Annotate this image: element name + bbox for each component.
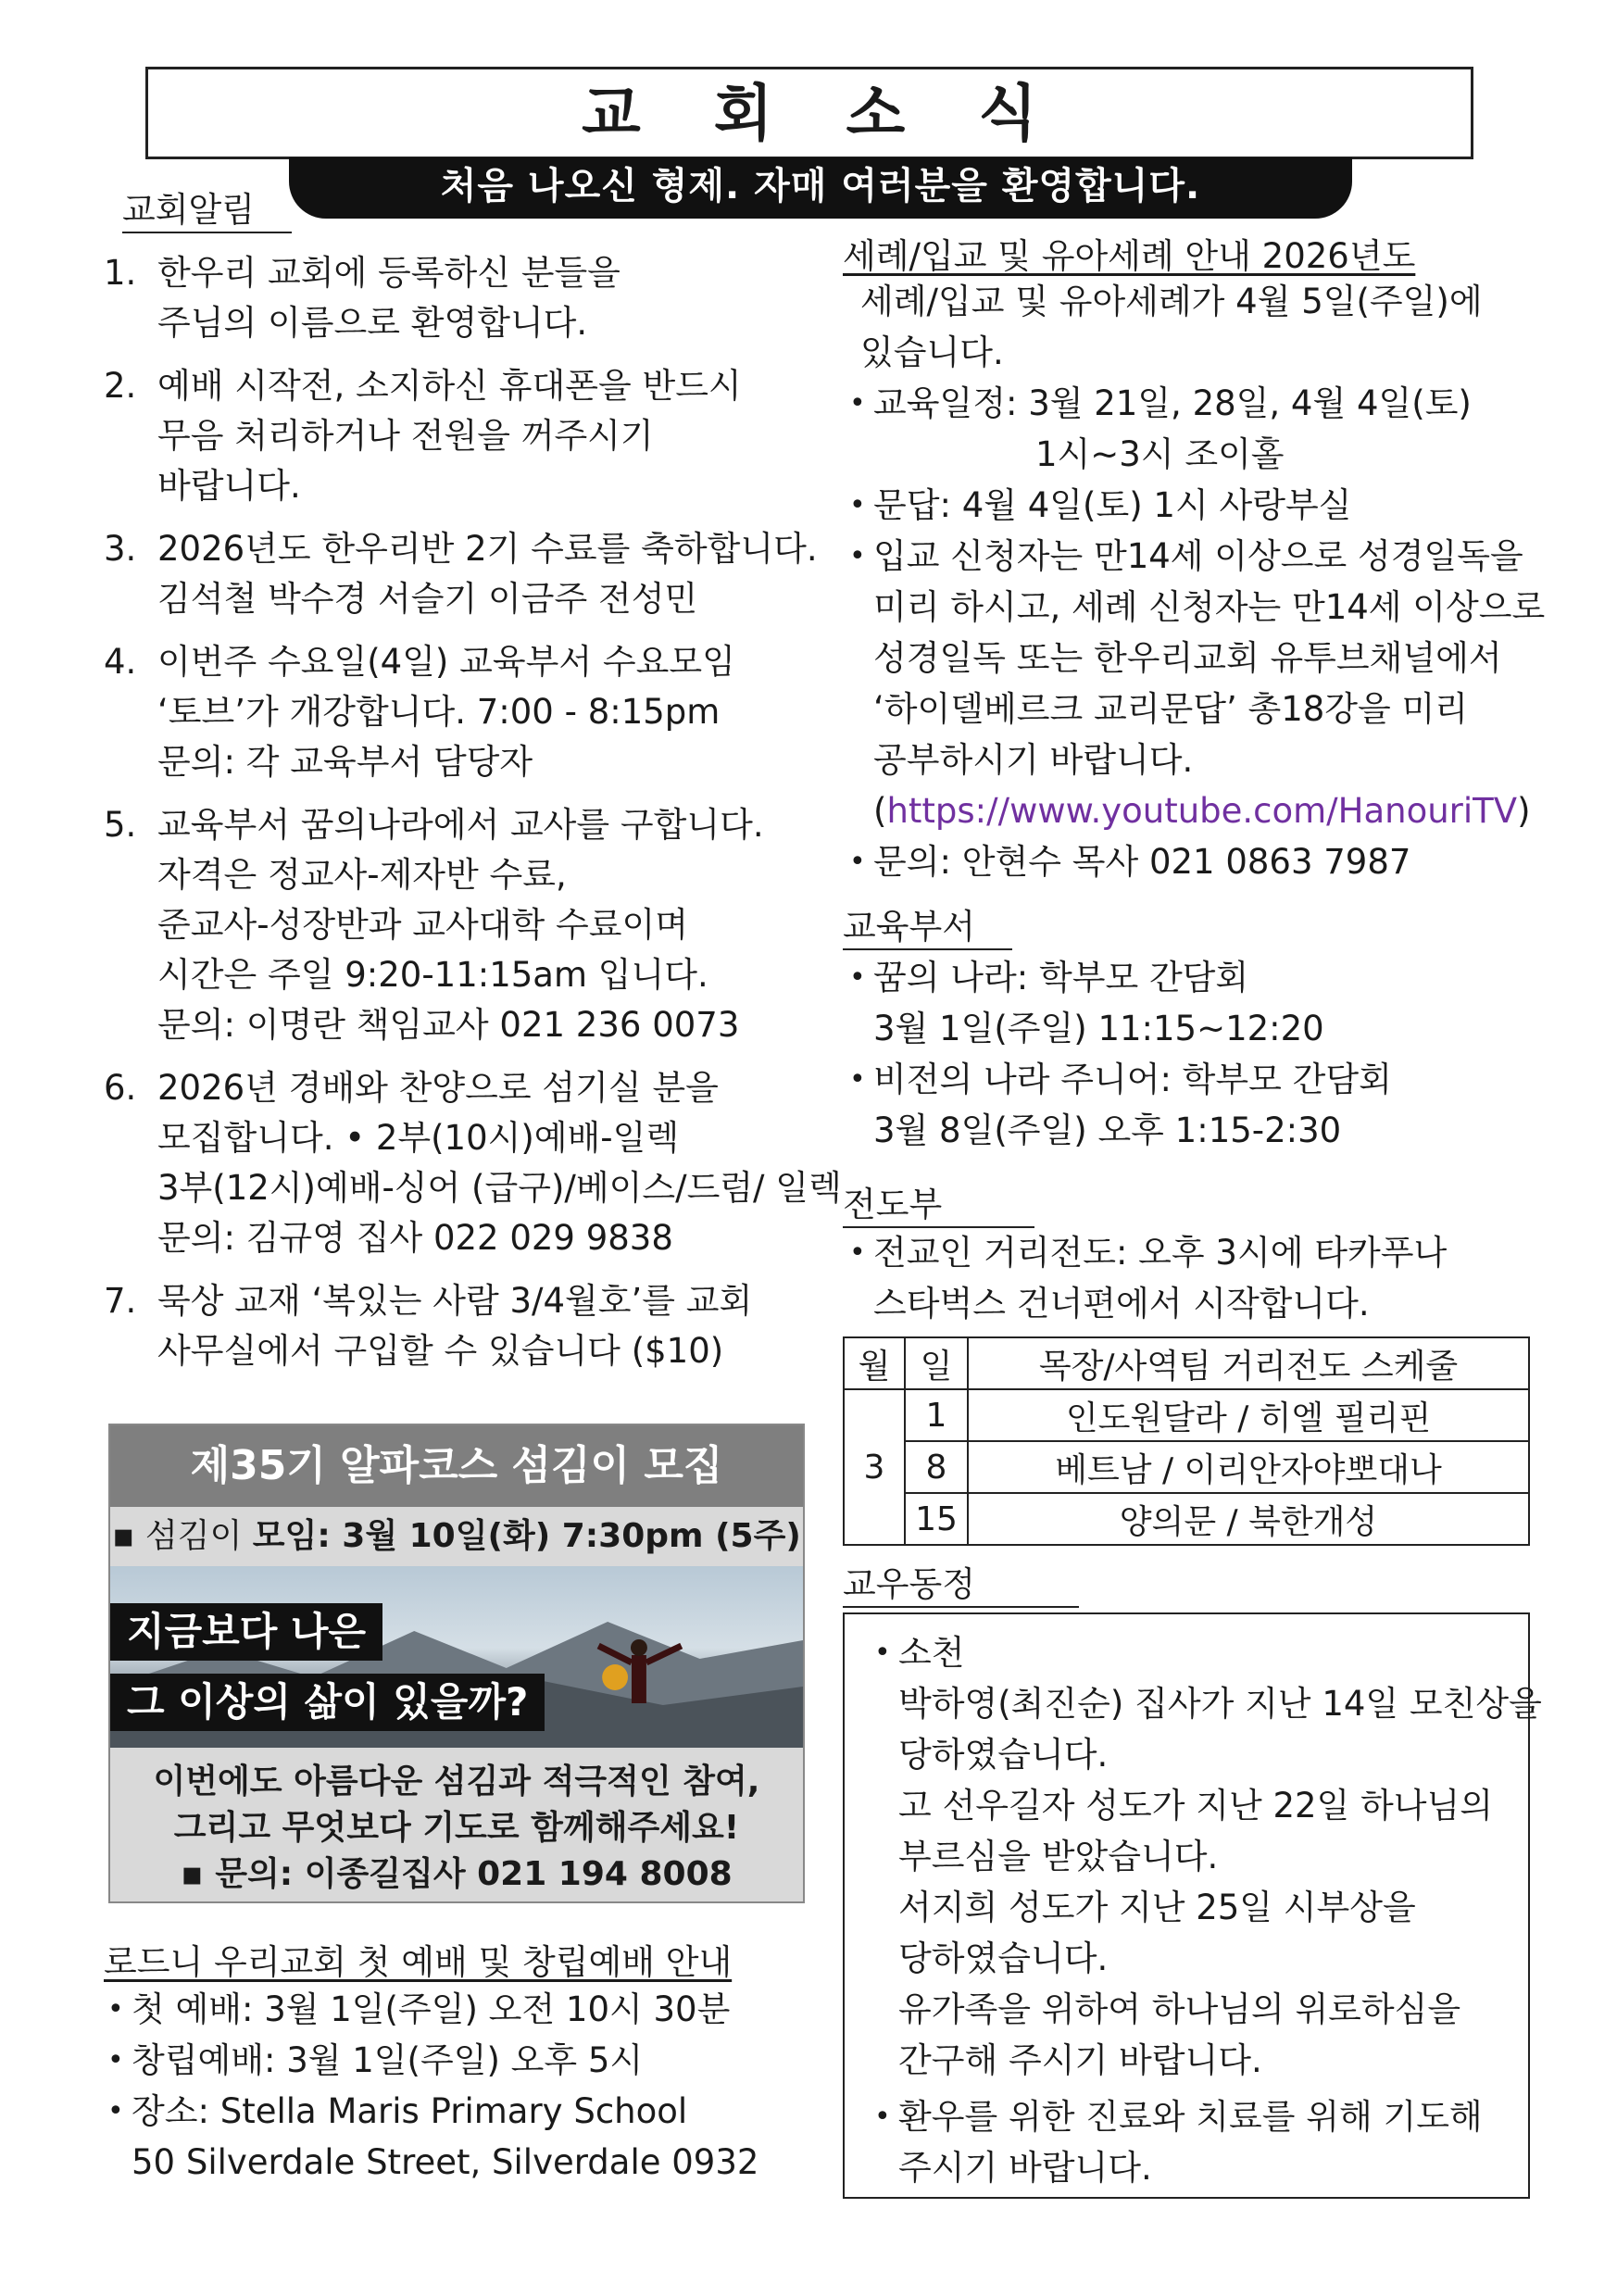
notice-item: [104, 637, 808, 787]
notice-item: [104, 524, 818, 624]
notice-line: 주님의 이름으로 환영합니다.: [157, 303, 588, 343]
interview-info: 문답: 4월 4일(토) 1시 사랑부실: [873, 485, 1352, 525]
notice-item: [104, 1063, 842, 1263]
notice-line: 한우리 교회에 등록하신 분들을: [157, 253, 620, 293]
baptism-intro-line: 있습니다.: [860, 332, 1004, 372]
welcome-banner: 처음 나오신 형제. 자매 여러분을 환영합니다.: [289, 157, 1352, 219]
alpha-promo-image: [110, 1566, 803, 1748]
requirement-line: 입교 신청자는 만14세 이상으로 성경일독을: [873, 536, 1523, 576]
list-item-text: 장소: Stella Maris Primary School: [132, 2091, 688, 2131]
team-cell: 베트남 / 이리안자야뽀대나: [968, 1441, 1529, 1493]
page-title: 교 회 소 식: [582, 78, 1063, 149]
notice-line: 문의: 김규영 집사 022 029 9838: [157, 1218, 673, 1258]
list-item: [846, 952, 1549, 1003]
notice-line: 예배 시작전, 소지하신 휴대폰을 반드시: [157, 366, 742, 406]
alpha-meeting-info: [110, 1507, 803, 1566]
list-item: [846, 1054, 1549, 1105]
notice-line: ‘토브’가 개강합니다. 7:00 - 8:15pm: [157, 692, 721, 732]
alpha-course-box: [108, 1424, 805, 1903]
evangelism-schedule-table: [843, 1336, 1530, 1546]
fellowship-line: 간구해 주시기 바랍니다.: [898, 2040, 1262, 2080]
notice-number: 1.: [104, 253, 137, 293]
list-item: [871, 2091, 1528, 2142]
day-cell: 1: [905, 1389, 968, 1441]
fellowship-line: 고 선우길자 성도가 지난 22일 하나님의: [898, 1786, 1494, 1826]
table-row: [844, 1441, 1529, 1493]
notice-line: 묵상 교재 ‘복있는 사람 3/4월호’를 교회: [157, 1281, 753, 1321]
education-section: [846, 952, 1549, 1156]
notice-line: 모집합니다. • 2부(10시)예배-일렉: [157, 1118, 680, 1158]
alpha-image-text-2: 그 이상의 삶이 있을까?: [110, 1674, 545, 1731]
alpha-meeting-prefix: ▪ 섬김이: [112, 1517, 253, 1555]
baptism-contact: 문의: 안현수 목사 021 0863 7987: [873, 842, 1411, 882]
prayer-request: 환우를 위한 진료와 치료를 위해 기도해: [898, 2097, 1483, 2137]
fellowship-line: 당하였습니다.: [898, 1938, 1109, 1978]
notice-item: [104, 800, 808, 1050]
list-item-text: 스타벅스 건너편에서 시작합니다.: [873, 1284, 1370, 1324]
alpha-meeting-time: 모임: 3월 10일(화) 7:30pm (5주): [252, 1517, 801, 1555]
bullet-icon: •: [849, 489, 866, 521]
list-item: [846, 1227, 1549, 1278]
requirement-line: 공부하시기 바랍니다.: [873, 740, 1194, 780]
notice-line: 자격은 정교사-제자반 수료,: [157, 855, 567, 895]
section-heading-rodney: 로드니 우리교회 첫 예배 및 창립예배 안내: [104, 1942, 733, 1982]
notice-line: 준교사-성장반과 교사대학 수료이며: [157, 905, 689, 945]
team-cell: 인도원달라 / 히엘 필리핀: [968, 1389, 1529, 1441]
day-cell: 15: [905, 1493, 968, 1545]
evangelism-section: [846, 1227, 1549, 1329]
bullet-icon: •: [849, 1063, 866, 1096]
address-line: 50 Silverdale Street, Silverdale 0932: [132, 2142, 759, 2182]
bullet-icon: •: [849, 1236, 866, 1269]
list-item-text: 비전의 나라 주니어: 학부모 간담회: [873, 1060, 1392, 1099]
notice-number: 2.: [104, 366, 137, 406]
list-item: [846, 836, 1549, 887]
paren: ): [1517, 791, 1531, 831]
baptism-intro: [846, 276, 1549, 378]
youtube-link[interactable]: https://www.youtube.com/HanouriTV: [886, 791, 1518, 831]
list-item: [871, 1627, 1528, 1678]
bullet-icon: •: [874, 2101, 891, 2133]
column-header: 일: [905, 1337, 968, 1389]
list-item-text: 창립예배: 3월 1일(주일) 오후 5시: [132, 2040, 644, 2080]
rodney-list: [104, 1984, 758, 2188]
bullet-icon: •: [107, 1993, 124, 2026]
list-item: [846, 480, 1549, 531]
notice-line: 문의: 이명란 책임교사 021 236 0073: [157, 1005, 740, 1045]
table-row: [844, 1493, 1529, 1545]
section-heading-baptism: 세례/입교 및 유아세례 안내 2026년도: [843, 236, 1416, 276]
month-cell: 3: [844, 1389, 905, 1545]
notice-number: 6.: [104, 1068, 137, 1108]
list-item-text: 첫 예배: 3월 1일(주일) 오전 10시 30분: [132, 1989, 731, 2029]
notice-number: 4.: [104, 642, 137, 682]
list-item: [104, 2035, 758, 2086]
bullet-icon: •: [849, 961, 866, 994]
list-item-text: 꿈의 나라: 학부모 간담회: [873, 958, 1249, 997]
notice-line: 바랍니다.: [157, 466, 301, 506]
prayer-request: 주시기 바랍니다.: [898, 2148, 1152, 2188]
bullet-icon: •: [874, 1637, 891, 1669]
section-heading-fellowship: 교우동정: [843, 1556, 1079, 1608]
education-time: 1시~3시 조이홀: [1035, 434, 1285, 474]
fellowship-line: 당하였습니다.: [898, 1735, 1109, 1775]
bullet-icon: •: [849, 387, 866, 420]
notice-line: 3부(12시)예배-싱어 (급구)/베이스/드럼/ 일렉: [157, 1168, 842, 1208]
newsletter-header: [145, 67, 1473, 159]
notice-number: 5.: [104, 805, 137, 845]
notice-line: 시간은 주일 9:20-11:15am 입니다.: [157, 955, 708, 995]
table-header-row: [844, 1337, 1529, 1389]
fellowship-line: 부르심을 받았습니다.: [898, 1837, 1219, 1876]
requirement-line: 미리 하시고, 세례 신청자는 만14세 이상으로: [873, 587, 1546, 627]
alpha-contact: ▪ 문의: 이종길집사 021 194 8008: [181, 1855, 733, 1893]
baptism-intro-line: 세례/입교 및 유아세례가 4월 5일(주일)에: [860, 282, 1483, 321]
church-notices-list: [104, 248, 842, 1389]
notice-item: [104, 248, 808, 348]
notice-line: 교육부서 꿈의나라에서 교사를 구합니다.: [157, 805, 764, 845]
list-item-date: 3월 1일(주일) 11:15~12:20: [873, 1009, 1324, 1048]
notice-number: 3.: [104, 529, 137, 569]
notice-line: 사무실에서 구입할 수 있습니다 ($10): [157, 1331, 724, 1371]
column-header: 월: [844, 1337, 905, 1389]
section-heading-church-notices: 교회알림: [122, 182, 292, 233]
alpha-image-text-1: 지금보다 나은: [110, 1603, 382, 1661]
table-row: [844, 1389, 1529, 1441]
column-header: 목장/사역팀 거리전도 스케줄: [968, 1337, 1529, 1389]
bullet-icon: •: [107, 2044, 124, 2076]
list-item-text: 전교인 거리전도: 오후 3시에 타카푸나: [873, 1233, 1448, 1273]
requirement-line: ‘하이델베르크 교리문답’ 총18강을 미리: [873, 689, 1469, 729]
section-heading-education: 교육부서: [843, 898, 1012, 950]
notice-item: [104, 1276, 808, 1376]
fellowship-line: 서지희 성도가 지난 25일 시부상을: [898, 1888, 1416, 1927]
alpha-footer: [110, 1748, 803, 1898]
fellowship-line: 유가족을 위하여 하나님의 위로하심을: [898, 1989, 1461, 2029]
day-cell: 8: [905, 1441, 968, 1493]
notice-item: [104, 361, 808, 511]
fellowship-line: 박하영(최진순) 집사가 지난 14일 모친상을: [898, 1684, 1542, 1724]
baptism-section: [846, 276, 1549, 887]
notice-line: 무음 처리하거나 전원을 꺼주시기: [157, 416, 654, 456]
bullet-icon: •: [849, 540, 866, 572]
notice-line: 문의: 각 교육부서 담당자: [157, 742, 533, 782]
alpha-footer-line: 이번에도 아름다운 섬김과 적극적인 참여,: [153, 1763, 760, 1800]
alpha-footer-line: 그리고 무엇보다 기도로 함께해주세요!: [173, 1809, 740, 1847]
education-schedule: 교육일정: 3월 21일, 28일, 4월 4일(토): [873, 383, 1472, 423]
bullet-icon: •: [107, 2095, 124, 2127]
list-item: [846, 531, 1549, 582]
list-item: [104, 1984, 758, 2035]
fellowship-box: [843, 1612, 1542, 2199]
list-item: [846, 378, 1549, 429]
notice-line: 2026년 경배와 찬양으로 섬기실 분을: [157, 1068, 719, 1108]
requirement-line: 성경일독 또는 한우리교회 유투브채널에서: [873, 638, 1502, 678]
notice-line: 김석철 박수경 서슬기 이금주 전성민: [157, 579, 698, 619]
notice-line: 이번주 수요일(4일) 교육부서 수요모임: [157, 642, 735, 682]
section-heading-evangelism: 전도부: [843, 1176, 1034, 1228]
fellowship-title: 소천: [898, 1633, 965, 1673]
youtube-link-line: [846, 785, 1549, 836]
notice-number: 7.: [104, 1281, 137, 1321]
notice-line: 2026년도 한우리반 2기 수료를 축하합니다.: [157, 529, 818, 569]
alpha-title: 제35기 알파코스 섬김이 모집: [110, 1425, 803, 1507]
list-item: [104, 2086, 758, 2137]
team-cell: 양의문 / 북한개성: [968, 1493, 1529, 1545]
list-item-date: 3월 8일(주일) 오후 1:15-2:30: [873, 1110, 1342, 1150]
paren: (: [873, 791, 887, 831]
bullet-icon: •: [849, 846, 866, 878]
